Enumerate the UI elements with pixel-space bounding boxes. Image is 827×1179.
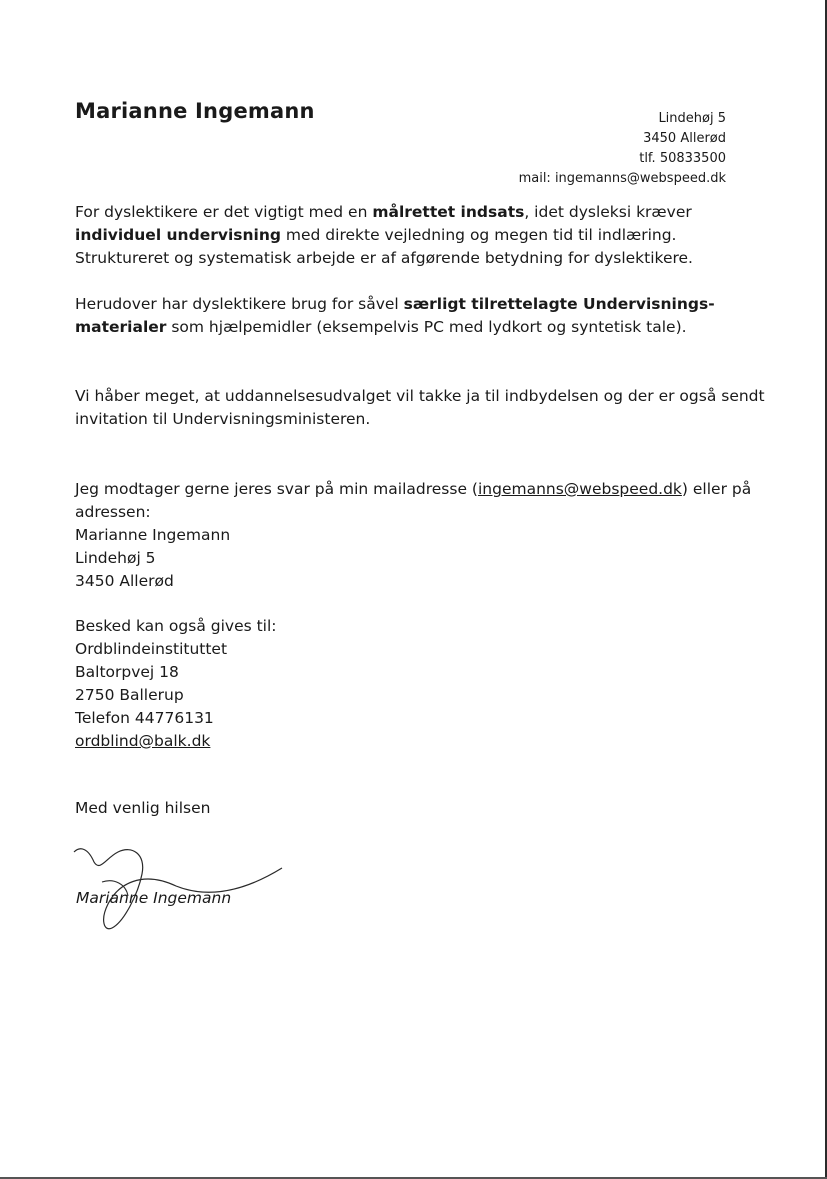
reply-line xyxy=(75,478,765,524)
address-street: Lindehøj 5 xyxy=(658,111,726,126)
text: Herudover har dyslektikere brug for såvel xyxy=(75,295,404,313)
paragraph-dyslexia-need xyxy=(75,201,765,270)
contact-street: Baltorpvej 18 xyxy=(75,663,179,681)
contact-org: Ordblindeinstituttet xyxy=(75,640,228,658)
text: For dyslektikere er det vigtigt med en xyxy=(75,203,373,221)
sender-name: Marianne Ingemann xyxy=(75,99,315,123)
reply-city: 3450 Allerød xyxy=(75,572,174,590)
text: ) eller på adressen: xyxy=(75,480,752,521)
text: som hjælpemidler (eksempelvis PC med lydkort og syntetisk tale). xyxy=(166,318,687,336)
paragraph-alternative-contact xyxy=(75,615,765,753)
contact-phone: Telefon 44776131 xyxy=(75,709,214,727)
closing: Med venlig hilsen xyxy=(75,799,211,817)
paragraph-hope: Vi håber meget, at uddannelsesudvalget vil takke ja til indbydelsen og der er også sendt invitation til Undervisningsministeren. xyxy=(75,387,765,428)
mail-address: mail: ingemanns@webspeed.dk xyxy=(518,171,726,186)
email-link[interactable]: ingemanns@webspeed.dk xyxy=(477,480,682,498)
paragraph-reply xyxy=(75,478,765,593)
bold-text: individuel undervisning xyxy=(75,226,281,244)
text: Jeg modtager gerne jeres svar på min mailadresse ( xyxy=(75,480,478,498)
contact-email-link[interactable]: ordblind@balk.dk xyxy=(75,732,211,750)
signature-name: Marianne Ingemann xyxy=(76,889,232,907)
sender-address-block xyxy=(406,109,726,189)
paragraph-materials xyxy=(75,293,765,339)
text: med direkte vejledning og megen tid til indlæring. Struktureret og systematisk arbejde er af afgørende betydning for dyslektikere. xyxy=(75,226,693,267)
bold-text: målrettet indsats xyxy=(372,203,525,221)
reply-street: Lindehøj 5 xyxy=(75,549,156,567)
contact-city: 2750 Ballerup xyxy=(75,686,184,704)
text: , idet dysleksi kræver xyxy=(524,203,692,221)
phone-number: tlf. 50833500 xyxy=(639,151,726,166)
reply-name: Marianne Ingemann xyxy=(75,526,231,544)
contact-intro: Besked kan også gives til: xyxy=(75,617,277,635)
address-city: 3450 Allerød xyxy=(643,131,726,146)
bold-text: særligt tilrettelagte Undervisnings- materialer xyxy=(75,295,715,336)
